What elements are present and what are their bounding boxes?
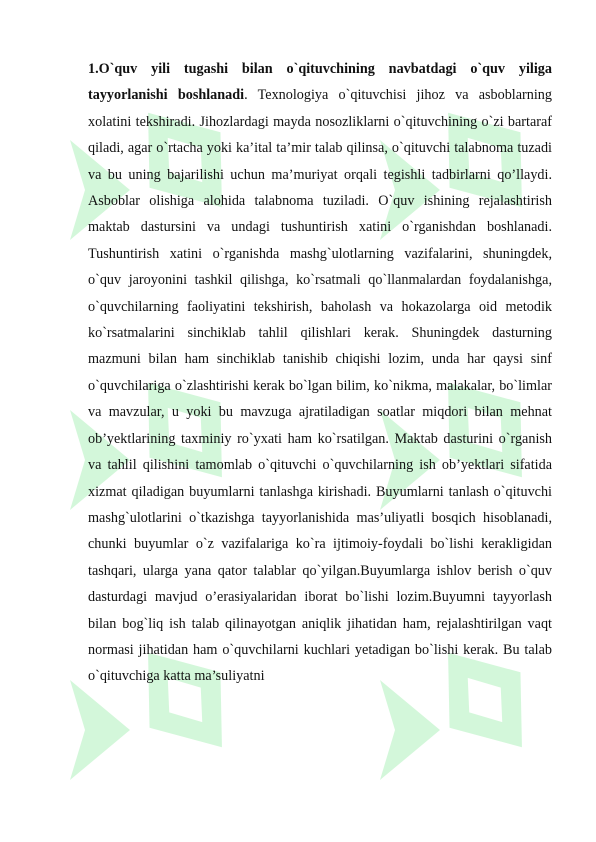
body-text [88,56,552,690]
paragraph-body: Texnologiya o`qituvchisi jihoz va asboblarning xolatini tekshiradi. Jihozlardagi mayda nosozliklarni o`qituvchining o`zi bartaraf qiladi, agar o`rtacha yoki ka’ital ta’mir talab qilinsa, o`qituvchi talabnoma tuzadi va bu uning bajarilishi uchun ma’muriyat orqali tegishli tadbirlarni qo’llaydi. Asboblar olishiga alohida talabnoma tuziladi. O`quv ishining rejalashtirish maktab dastursini va undagi tushuntirish xatini o`rganishdan boshlanadi. Tushuntirish xatini o`rganishda mashg`ulotlarning vazifalarini, shuningdek, o`quv jaroyonini tashkil qilishga, ko`rsatmali qo`llanmalardan foydalanishga, o`quvchilarning faoliyatini tekshirish, baholash va hokazolarga oid metodik ko`rsatmalarini sinchiklab tahlil qilishlari kerak. Shuningdek dasturning mazmuni bilan ham sinchiklab tanishib chiqishi lozim, unda har qaysi sinf o`quvchilariga o`zlashtirishi kerak bo`lgan bilim, ko`nikma, malakalar, bo`limlar va mavzular, u yoki bu mavzuga ajratiladigan soatlar miqdori bilan mehnat ob’yektlarining taxminiy ro`yxati ham ko`rsatilgan. Maktab dasturini o`rganish va tahlil qilishini tamomlab o`qituvchi o`quvchilarning ish ob’yektlari sifatida xizmat qiladigan buyumlarni tanlashga kirishadi. Buyumlarni tanlash o`qituvchi mashg`ulotlarini o`tkazishga tayyorlanishida mas’uliyatli bosqich hisoblanadi, chunki buyumlar o`z vazifalariga ko`ra ijtimoiy-foydali bo`lishi kerakligidan tashqari, ularga yana qator talablar qo`yilgan.Buyumlarga ishlov berish o`quv dasturdagi mavjud o’erasiyalaridan iborat bo`lishi lozim.Buyumni tayyorlash bilan bog`liq ish talab qilinayotgan aniqlik jihatidan ham, rejalashtirilgan vaqt normasi jihatidan ham o`quvchilarni kuchlari yetadigan bo`lishi kerak. Bu talab o`qituvchiga katta ma’suliyatni [88,87,552,685]
heading-period: . [244,87,248,104]
section-heading: 1.O`quv yili tugashi bilan o`qituvchining navbatdagi o`quv yiliga tayyorlanishi boshlanadi [88,61,552,104]
paragraph [88,56,552,690]
